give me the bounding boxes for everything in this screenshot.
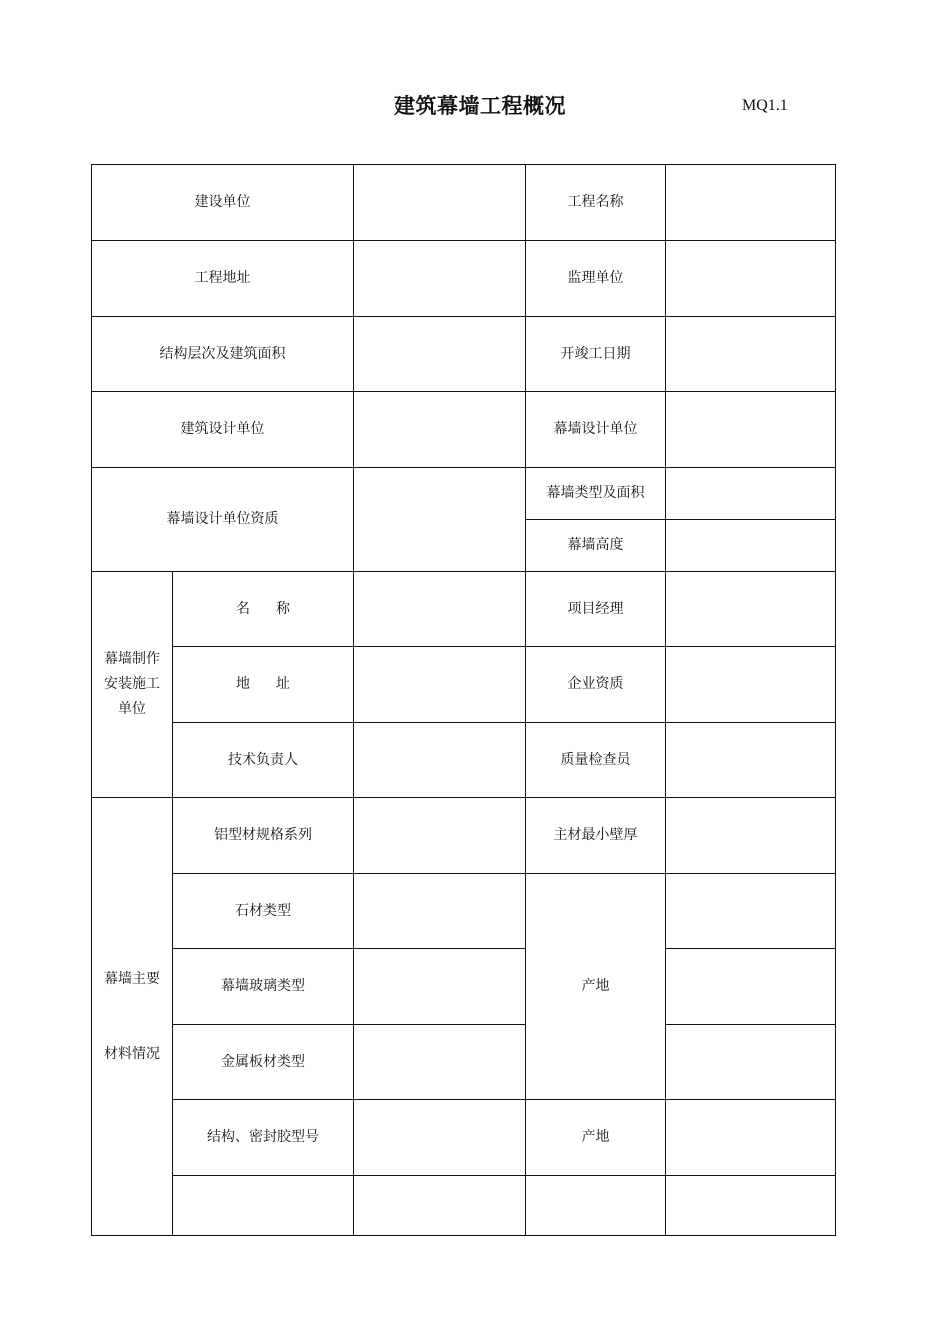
installer-group-label <box>92 572 173 798</box>
quality-inspector-field[interactable] <box>666 723 836 798</box>
metal-panel-type-field[interactable] <box>354 1025 526 1100</box>
glass-type-field[interactable] <box>354 949 526 1025</box>
enterprise-qualification-label: 企业资质 <box>526 647 666 723</box>
curtain-design-unit-label: 幕墙设计单位 <box>526 392 666 468</box>
installer-address-field[interactable] <box>354 647 526 723</box>
start-end-date-label: 开竣工日期 <box>526 317 666 392</box>
page-title: 建筑幕墙工程概况 <box>394 94 566 118</box>
construction-unit-field[interactable] <box>354 165 526 241</box>
enterprise-qualification-field[interactable] <box>666 647 836 723</box>
structure-area-label: 结构层次及建筑面积 <box>92 317 354 392</box>
stone-origin-field[interactable] <box>666 874 836 949</box>
min-wall-thickness-field[interactable] <box>666 798 836 874</box>
quality-inspector-label: 质量检查员 <box>526 723 666 798</box>
aluminum-series-field[interactable] <box>354 798 526 874</box>
extra-material-label-field[interactable] <box>173 1176 354 1236</box>
aluminum-series-label: 铝型材规格系列 <box>173 798 354 874</box>
origin-label: 产地 <box>526 874 666 1100</box>
project-overview-table <box>91 164 836 1236</box>
curtain-design-qualification-field[interactable] <box>354 468 526 572</box>
structure-area-field[interactable] <box>354 317 526 392</box>
sealant-origin-field[interactable] <box>666 1100 836 1176</box>
installer-label-line1: 幕墙制作 <box>104 651 160 667</box>
materials-group-label <box>92 798 173 1236</box>
project-name-label: 工程名称 <box>526 165 666 241</box>
supervision-unit-field[interactable] <box>666 241 836 317</box>
stone-type-label: 石材类型 <box>173 874 354 949</box>
project-manager-label: 项目经理 <box>526 572 666 647</box>
extra-origin-label-field[interactable] <box>526 1176 666 1236</box>
materials-label-line2: 材料情况 <box>104 1045 160 1062</box>
architectural-design-unit-field[interactable] <box>354 392 526 468</box>
curtain-height-field[interactable] <box>666 520 836 572</box>
project-name-field[interactable] <box>666 165 836 241</box>
curtain-design-unit-field[interactable] <box>666 392 836 468</box>
technical-lead-label: 技术负责人 <box>173 723 354 798</box>
metal-panel-type-label: 金属板材类型 <box>173 1025 354 1100</box>
sealant-model-label: 结构、密封胶型号 <box>173 1100 354 1176</box>
curtain-design-qualification-label: 幕墙设计单位资质 <box>92 468 354 572</box>
materials-label-line1: 幕墙主要 <box>104 970 160 987</box>
project-manager-field[interactable] <box>666 572 836 647</box>
architectural-design-unit-label: 建筑设计单位 <box>92 392 354 468</box>
project-address-label: 工程地址 <box>92 241 354 317</box>
installer-address-label <box>173 647 354 723</box>
installer-name-label <box>173 572 354 647</box>
sealant-model-field[interactable] <box>354 1100 526 1176</box>
curtain-height-label: 幕墙高度 <box>526 520 666 572</box>
min-wall-thickness-label: 主材最小壁厚 <box>526 798 666 874</box>
technical-lead-field[interactable] <box>354 723 526 798</box>
project-address-field[interactable] <box>354 241 526 317</box>
supervision-unit-label: 监理单位 <box>526 241 666 317</box>
stone-type-field[interactable] <box>354 874 526 949</box>
glass-origin-field[interactable] <box>666 949 836 1025</box>
start-end-date-field[interactable] <box>666 317 836 392</box>
installer-address-char1: 地 <box>236 676 250 692</box>
form-code: MQ1.1 <box>742 97 788 114</box>
curtain-type-area-field[interactable] <box>666 468 836 520</box>
installer-address-char2: 址 <box>276 676 290 692</box>
installer-name-char2: 称 <box>276 600 290 617</box>
glass-type-label: 幕墙玻璃类型 <box>173 949 354 1025</box>
extra-material-value-field[interactable] <box>354 1176 526 1236</box>
installer-label-line3: 单位 <box>118 701 146 717</box>
extra-origin-value-field[interactable] <box>666 1176 836 1236</box>
construction-unit-label: 建设单位 <box>92 165 354 241</box>
installer-name-field[interactable] <box>354 572 526 647</box>
installer-label-line2: 安装施工 <box>104 676 160 692</box>
curtain-type-area-label: 幕墙类型及面积 <box>526 468 666 520</box>
installer-name-char1: 名 <box>236 600 250 617</box>
metal-panel-origin-field[interactable] <box>666 1025 836 1100</box>
sealant-origin-label: 产地 <box>526 1100 666 1176</box>
